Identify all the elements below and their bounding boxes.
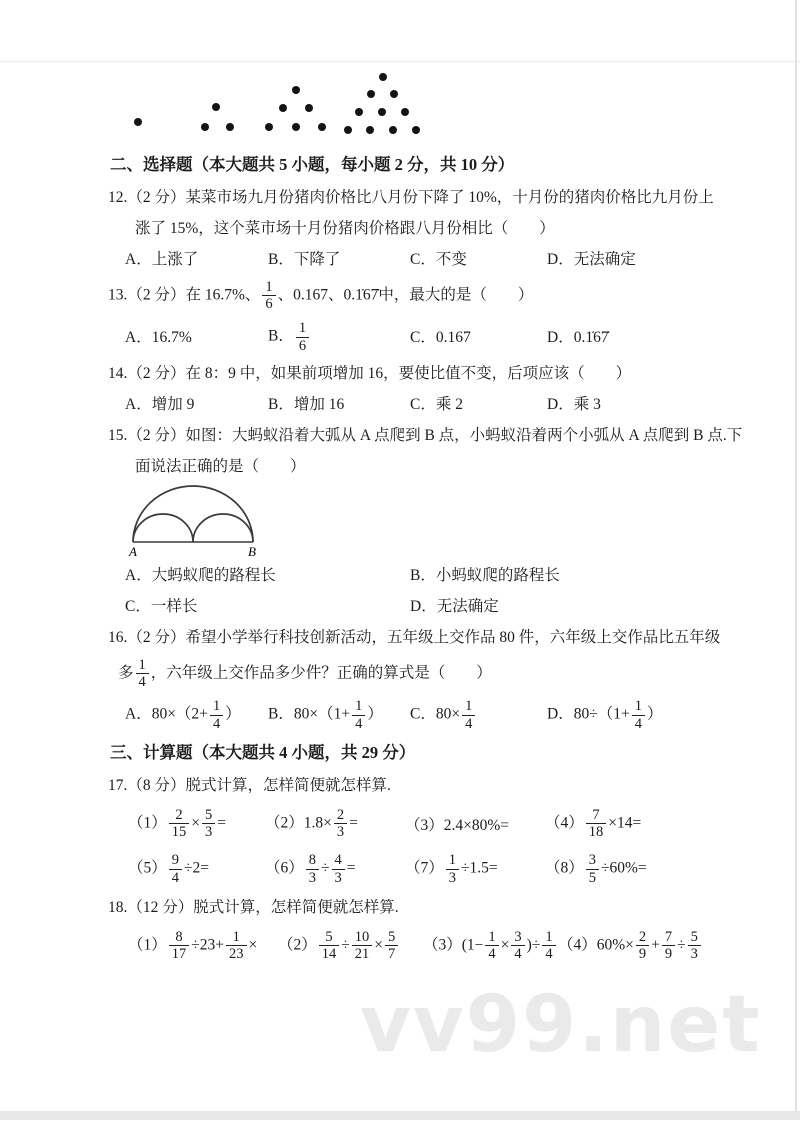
fraction: $\frac{1}{23}$ <box>226 929 247 962</box>
q13-option-c: C．0.167 <box>410 328 471 346</box>
q17-item-2: （2）1.8× $\frac{2}{3}$ = <box>265 806 358 841</box>
q17-item-1: （1） $\frac{2}{15}$ × $\frac{5}{3}$ = <box>128 806 227 841</box>
q17-row2 <box>128 846 800 891</box>
fraction: $\frac{1}{4}$ <box>485 929 498 962</box>
q12-options-row <box>125 244 800 275</box>
q15-option-d: D．无法确定 <box>410 597 499 615</box>
small-arc-right <box>193 514 253 542</box>
q13-option-d: D．0.1̇67̇ <box>547 328 609 346</box>
fraction: $\frac{7}{18}$ <box>586 807 607 840</box>
q17-item-3: （3）2.4×80%= <box>405 816 510 834</box>
fraction: $\frac{10}{21}$ <box>352 929 373 962</box>
q16-option-a: A．80×（2+ $\frac{1}{4}$ ） <box>125 698 241 732</box>
fraction: $\frac{1}{4}$ <box>352 698 365 731</box>
fraction: $\frac{8}{17}$ <box>169 929 190 962</box>
q18-item-4: （4）60%× $\frac{2}{9}$ + $\frac{7}{9}$ ÷ $\frac{5}{3}$ <box>558 929 800 962</box>
small-arc-left <box>133 514 193 542</box>
q13-options-row <box>125 316 800 357</box>
q16-options-row <box>125 694 800 735</box>
question-17 <box>0 770 800 892</box>
fraction: $\frac{1}{3}$ <box>446 852 459 885</box>
q12-stem-line2: 涨了 15%，这个菜市场十月份猪肉价格跟八月份相比（ ） <box>135 220 555 237</box>
q17-item-6: （6） $\frac{8}{3}$ ÷ $\frac{4}{3}$ = <box>265 852 356 886</box>
q13-option-a: A．16.7% <box>125 328 192 346</box>
fraction: $\frac{2}{15}$ <box>169 807 190 840</box>
fraction: $\frac{1}{4}$ <box>136 657 149 690</box>
q16-option-d: D．80÷（1+ $\frac{1}{4}$ ） <box>547 698 663 732</box>
fraction: $\frac{1}{4}$ <box>632 698 645 731</box>
q12-option-a: A．上涨了 <box>125 251 199 268</box>
q14-option-c: C．乘 2 <box>410 395 463 413</box>
q15-options-row1 <box>125 560 800 591</box>
question-14 <box>0 358 800 420</box>
fraction: $\frac{9}{4}$ <box>169 852 182 885</box>
fraction: $\frac{2}{3}$ <box>334 807 347 840</box>
q18-stem: 18.（12 分）脱式计算，怎样简便就怎样算. <box>108 898 399 916</box>
q14-option-b: B．增加 16 <box>268 395 345 413</box>
fraction: $\frac{4}{3}$ <box>332 852 345 885</box>
fraction: $\frac{5}{3}$ <box>688 929 701 962</box>
fraction: $\frac{1}{4}$ <box>462 698 475 731</box>
q12-stem-line1: 12.（2 分）某菜市场九月份猪肉价格比八月份下降了 10%，十月份的猪肉价格比九月份上 <box>108 189 714 206</box>
q17-item-5: （5） $\frac{9}{4}$ ÷2= <box>128 852 210 886</box>
question-16 <box>0 622 800 736</box>
q18-item-2: （2） $\frac{5}{14}$ ÷ $\frac{10}{21}$ × $\frac{5}{7}$ <box>278 929 423 962</box>
q15-options-row2 <box>125 591 800 622</box>
fraction: $\frac{1}{6}$ <box>296 320 309 353</box>
q18-item-3: （3）(1− $\frac{1}{4}$ × $\frac{3}{4}$ )÷ $\frac{1}{4}$ <box>423 929 558 962</box>
fraction: $\frac{5}{7}$ <box>385 929 398 962</box>
q12-option-d: D．无法确定 <box>547 251 636 268</box>
q17-item-4: （4） $\frac{7}{18}$ ×14= <box>545 806 642 841</box>
figure-label-a: A <box>129 543 137 559</box>
question-13 <box>0 275 800 358</box>
figure-label-b: B <box>248 543 256 559</box>
q15-option-a: A．大蚂蚁爬的路程长 <box>125 566 276 584</box>
q17-item-8: （8） $\frac{3}{5}$ ÷60%= <box>545 852 647 886</box>
q14-option-d: D．乘 3 <box>547 395 601 413</box>
q12-option-b: B．下降了 <box>268 251 341 268</box>
section-2-heading: 二、选择题（本大题共 5 小题，每小题 2 分，共 10 分） <box>110 155 515 174</box>
q15-option-c: C．一样长 <box>125 597 198 615</box>
semicircles-figure <box>128 482 800 560</box>
q14-option-a: A．增加 9 <box>125 395 195 413</box>
q17-stem: 17.（8 分）脱式计算，怎样简便就怎样算. <box>108 776 391 794</box>
q16-stem-line2: 多 $\frac{1}{4}$ ，六年级上交作品多少件？正确的算式是（ ） <box>118 656 492 691</box>
fraction: $\frac{3}{4}$ <box>511 929 524 962</box>
large-arc <box>133 486 253 542</box>
question-18 <box>0 892 800 968</box>
q15-stem-line2: 面说法正确的是（ ） <box>135 457 306 475</box>
q17-item-7: （7） $\frac{1}{3}$ ÷1.5= <box>405 852 498 886</box>
fraction: $\frac{2}{9}$ <box>636 929 649 962</box>
question-15 <box>0 420 800 622</box>
watermark: vv99.net <box>360 980 762 1070</box>
page-break-band <box>0 1111 800 1120</box>
fraction: $\frac{7}{9}$ <box>662 929 675 962</box>
fraction: $\frac{1}{6}$ <box>262 279 275 312</box>
fraction: $\frac{1}{4}$ <box>542 929 555 962</box>
q16-option-c: C．80× $\frac{1}{4}$ <box>410 698 547 731</box>
q15-stem-line1: 15.（2 分）如图：大蚂蚁沿着大弧从 A 点爬到 B 点，小蚂蚁沿着两个小弧从 A 点爬到 B 点.下 <box>108 426 743 444</box>
q18-row <box>128 923 800 968</box>
fraction: $\frac{5}{3}$ <box>202 807 215 840</box>
section-3-heading: 三、计算题（本大题共 4 小题，共 29 分） <box>110 742 416 762</box>
dots-figure-space <box>0 0 800 148</box>
q12-option-c: C．不变 <box>410 251 467 268</box>
q13-stem: 13.（2 分）在 16.7%、 $\frac{1}{6}$ 、0.167、0.1̇67̇中，最大的是（ ） <box>108 279 534 313</box>
q16-option-b: B．80×（1+ $\frac{1}{4}$ ） <box>268 698 383 732</box>
fraction: $\frac{8}{3}$ <box>306 852 319 885</box>
q14-stem: 14.（2 分）在 8：9 中，如果前项增加 16，要使比值不变，后项应该（ ） <box>108 364 632 382</box>
q17-row1 <box>128 801 800 846</box>
fraction: $\frac{3}{5}$ <box>586 852 599 885</box>
q15-option-b: B．小蚂蚁爬的路程长 <box>410 566 560 584</box>
q14-options-row <box>125 389 800 420</box>
question-12 <box>0 182 800 275</box>
fraction: $\frac{5}{14}$ <box>319 929 340 962</box>
fraction: $\frac{1}{4}$ <box>210 698 223 731</box>
q16-stem-line1: 16.（2 分）希望小学举行科技创新活动，五年级上交作品 80 件，六年级上交作品比五年级 <box>108 628 721 646</box>
q18-item-1: （1） $\frac{8}{17}$ ÷23+ $\frac{1}{23}$ × <box>128 928 258 963</box>
q13-option-b: B． $\frac{1}{6}$ <box>268 320 410 353</box>
